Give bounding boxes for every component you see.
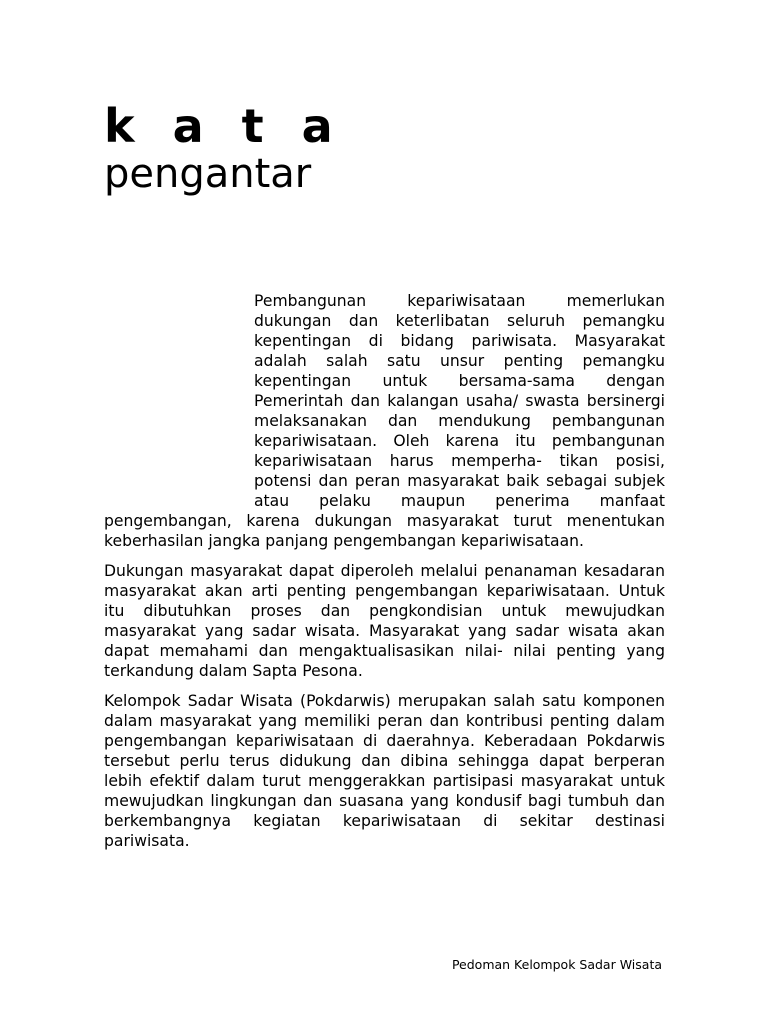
page-title: k a t a [104, 99, 344, 153]
footer-caption: Pedoman Kelompok Sadar Wisata [451, 957, 662, 972]
paragraph-2: Dukungan masyarakat dapat diperoleh melalui penanaman kesadaran masyarakat akan arti penting pengembangan kepariwisataan. Untuk itu dibutuhkan proses dan pengkondisian untuk mewujudkan masyarakat yang sadar wisata. Masyarakat yang sadar wisata akan dapat memahami dan mengaktualisasikan nilai- nilai penting yang terkandung dalam Sapta Pesona. [104, 562, 665, 680]
body-text [104, 291, 665, 861]
indent-spacer [104, 291, 254, 510]
paragraph-3: Kelompok Sadar Wisata (Pokdarwis) merupakan salah satu komponen dalam masyarakat yang memiliki peran dan kontribusi penting dalam pengembangan kepariwisataan di daerahnya. Keberadaan Pokdarwis tersebut perlu terus didukung dan dibina sehingga dapat berperan lebih efektif dalam turut menggerakkan partisipasi masyarakat untuk mewujudkan lingkungan dan suasana yang kondusif bagi tumbuh dan berkembangnya kegiatan kepariwisataan di sekitar destinasi pariwisata. [104, 692, 665, 850]
page-subtitle: pengantar [104, 151, 312, 197]
paragraph-1: Pembangunan kepariwisataan memerlukan dukungan dan keterlibatan seluruh pemangku kepentingan di bidang pariwisata. Masyarakat adalah salah satu unsur penting pemangku kepentingan untuk bersama-sama dengan Pemerintah dan kalangan usaha/ swasta bersinergi melaksanakan dan mendukung pembangunan kepariwisataan. Oleh karena itu pembangunan kepariwisataan harus memperha- tikan posisi, potensi dan peran masyarakat baik sebagai subjek atau pelaku maupun penerima manfaat pengembangan, karena dukungan masyarakat turut menentukan keberhasilan jangka panjang pengembangan kepariwisataan. [104, 292, 665, 550]
